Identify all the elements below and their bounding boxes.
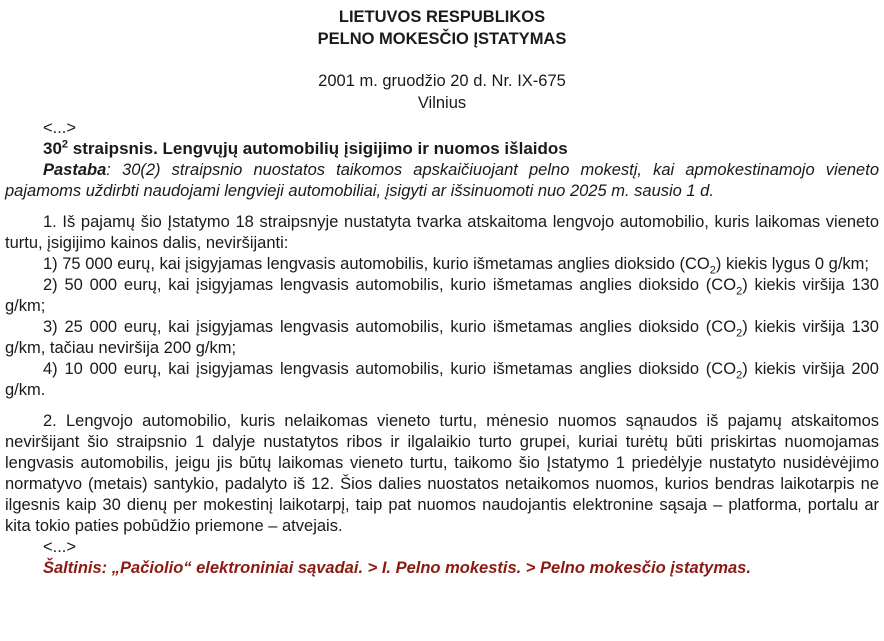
document-header <box>5 6 879 50</box>
law-title: PELNO MOKESČIO ĮSTATYMAS <box>317 30 567 48</box>
omission-marker-bottom: <...> <box>43 538 77 556</box>
omission-marker-top: <...> <box>43 119 77 137</box>
source-link[interactable]: Šaltinis: „Pačiolio“ elektroniniai sąvadai. > I. Pelno mokestis. > Pelno mokesčio įstatymas. <box>43 559 751 577</box>
article-heading <box>5 138 879 160</box>
list-item: 4) 10 000 eurų, kai įsigyjamas lengvasis automobilis, kurio išmetamas anglies dioksido $(CO_2)$ kiekis viršija 200 g/km. <box>5 360 879 399</box>
note-label: Pastaba <box>43 161 107 179</box>
list-item: 3) 25 000 eurų, kai įsigyjamas lengvasis automobilis, kurio išmetamas anglies dioksido $(CO_2)$ kiekis viršija 130 g/km, tačiau neviršija 200 g/km; <box>5 318 879 357</box>
date-number: 2001 m. gruodžio 20 d. Nr. IX-675 <box>318 72 566 90</box>
note-text: : 30(2) straipsnio nuostatos taikomos apskaičiuojant pelno mokestį, kai apmokestinamojo vieneto pajamoms uždirbti naudojami lengvieji automobiliai, įsigyti ar išsinuomoti nuo 2025 m. sausio 1 d. <box>5 161 879 200</box>
place: Vilnius <box>417 94 467 112</box>
article-title: straipsnis. Lengvųjų automobilių įsigijimo ir nuomos išlaidos <box>68 139 568 158</box>
note <box>5 160 879 202</box>
article-number: 30 <box>43 139 62 158</box>
header-line-1: LIETUVOS RESPUBLIKOS <box>338 8 546 26</box>
section-2: 2. Lengvojo automobilio, kuris nelaikomas vieneto turtu, mėnesio nuomos sąnaudos iš pajamų atskaitomos neviršijant šio straipsnio 1 dalyje nustatytos ribos ir ilgalaikio turto grupei, kuriai turėtų būti priskirtas nuomojamas lengvasis automobilis, jeigu jis būtų laikomas vieneto turtu, taikomo šio Įstatymo 1 priedėlyje nustatyto nusidėvėjimo normatyvo (metais) santykio, padalyto iš 12. Šios dalies nuostatos netaikomos nuomos, kurios bendras laikotarpis ne ilgesnis kaip 30 dienų per mokestinį laikotarpį, taip pat nuomos naudojantis elektronine sąsaja – platforma, portalu ar kita tokio paties pobūdžio priemone – atvejais. <box>5 412 879 535</box>
article-superscript: 2 <box>61 138 69 151</box>
document-meta <box>5 70 879 114</box>
list-item: 1) 75 000 eurų, kai įsigyjamas lengvasis automobilis, kurio išmetamas anglies dioksido $(CO_2)$ kiekis lygus 0 g/km; <box>43 255 869 277</box>
list-item: 2) 50 000 eurų, kai įsigyjamas lengvasis automobilis, kurio išmetamas anglies dioksido $(CO_2)$ kiekis viršija 130 g/km; <box>5 276 879 315</box>
section-1-intro: 1. Iš pajamų šio Įstatymo 18 straipsnyje nustatyta tvarka atskaitoma lengvojo automobilio, kuris laikomas vieneto turtu, įsigijimo kainos dalis, neviršijanti: <box>5 213 879 252</box>
section-1 <box>5 212 879 401</box>
